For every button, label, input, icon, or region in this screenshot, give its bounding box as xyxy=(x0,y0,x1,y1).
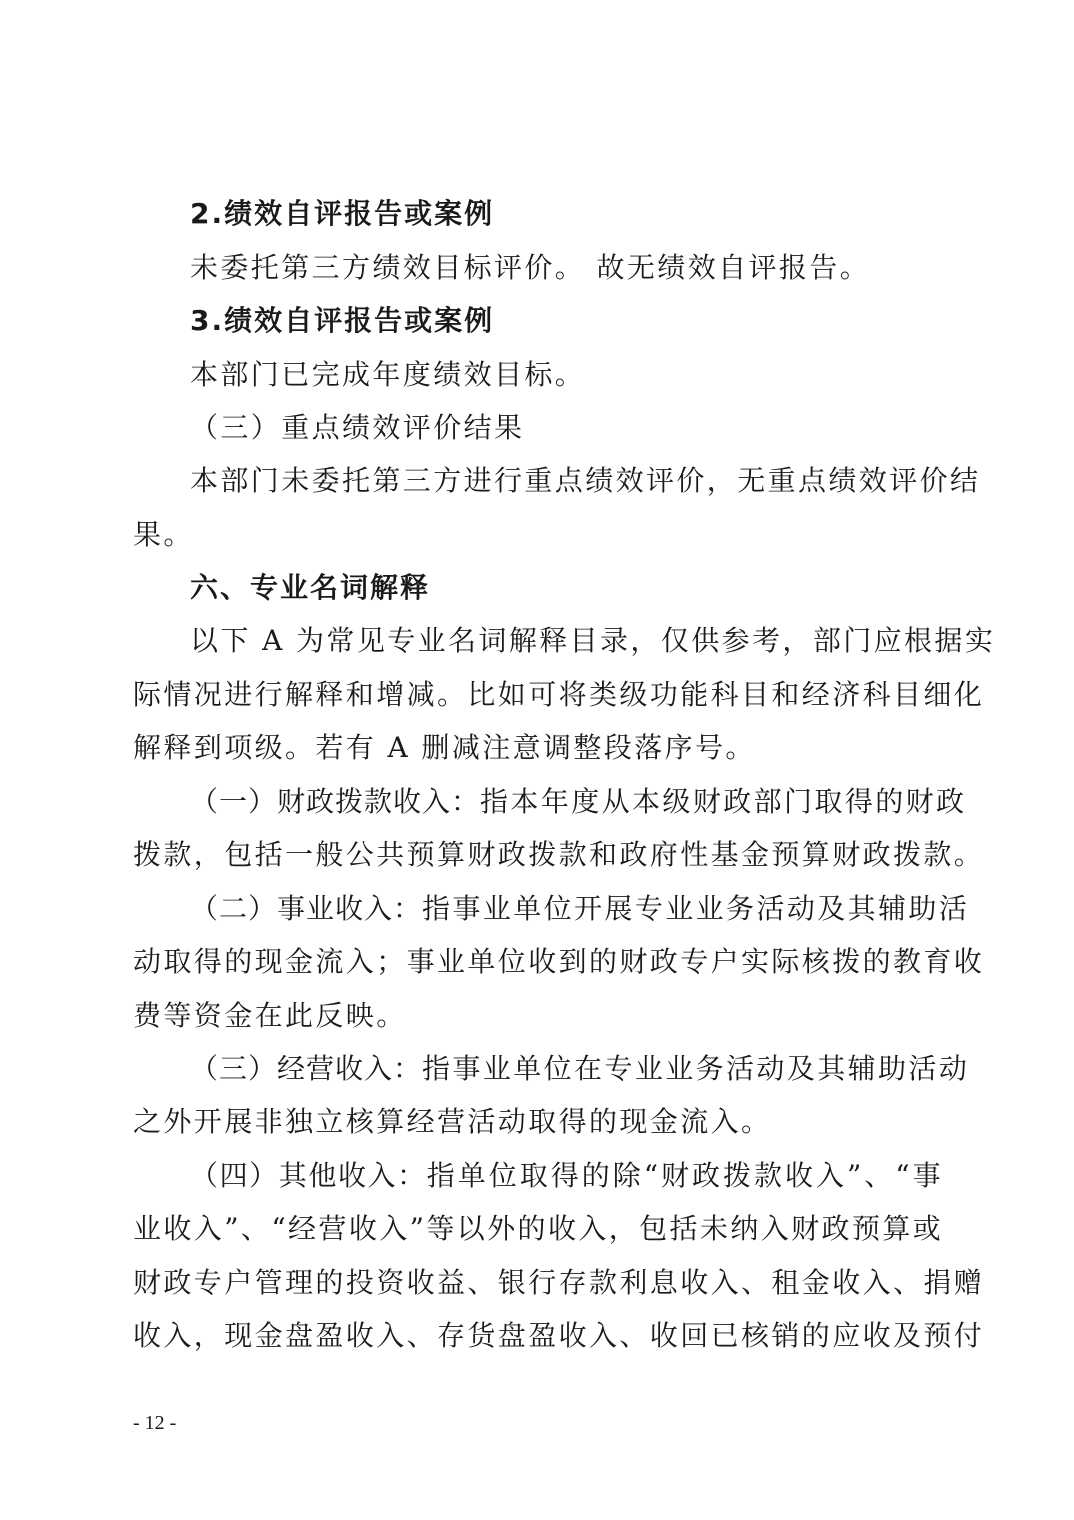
term-4-line-2: 业收入”、“经营收入”等以外的收入，包括未纳入财政预算或 xyxy=(133,1212,944,1245)
term-2-definition-start: 指事业单位开展专业业务活动及其辅助活 xyxy=(422,892,970,925)
page-number: - 12 - xyxy=(133,1412,177,1434)
term-3-line-1 xyxy=(190,1049,970,1089)
term-4-line-3: 财政专户管理的投资收益、银行存款利息收入、租金收入、捐赠 xyxy=(133,1266,985,1299)
term-2-line-1 xyxy=(190,889,970,929)
term-2-label: （二）事业收入： xyxy=(190,892,423,925)
term-2-line-3: 费等资金在此反映。 xyxy=(133,999,407,1032)
term-4-line-1 xyxy=(190,1156,943,1196)
paragraph-goals-completed: 本部门已完成年度绩效目标。 xyxy=(190,358,586,391)
heading-2-performance-report: 2.绩效自评报告或案例 xyxy=(190,197,495,230)
paragraph-no-third-party: 未委托第三方绩效目标评价。 故无绩效自评报告。 xyxy=(190,251,871,284)
term-1-line-1 xyxy=(190,782,967,822)
intro-line-2: 际情况进行解释和增减。比如可将类级功能科目和经济科目细化 xyxy=(133,678,985,711)
term-4-definition-start: 指单位取得的除“财政拨款收入”、“事 xyxy=(426,1159,943,1192)
term-3-label: （三）经营收入： xyxy=(190,1052,423,1085)
intro-line-3: 解释到项级。若有 A 删减注意调整段落序号。 xyxy=(133,731,756,764)
paragraph-key-evaluation-line-1: 本部门未委托第三方进行重点绩效评价，无重点绩效评价结 xyxy=(190,464,981,497)
term-1-definition-start: 指本年度从本级财政部门取得的财政 xyxy=(480,785,967,818)
term-2-line-2: 动取得的现金流入；事业单位收到的财政专户实际核拨的教育收 xyxy=(133,945,985,978)
section-six-heading: 六、专业名词解释 xyxy=(190,571,431,604)
term-1-line-2: 拨款，包括一般公共预算财政拨款和政府性基金预算财政拨款。 xyxy=(133,838,985,871)
term-3-line-2: 之外开展非独立核算经营活动取得的现金流入。 xyxy=(133,1105,772,1138)
term-4-label: （四）其他收入： xyxy=(190,1159,427,1192)
term-1-label: （一）财政拨款收入： xyxy=(190,785,481,818)
heading-key-evaluation: （三）重点绩效评价结果 xyxy=(190,411,525,444)
heading-3-performance-report: 3.绩效自评报告或案例 xyxy=(190,304,495,337)
term-4-line-4: 收入，现金盘盈收入、存货盘盈收入、收回已核销的应收及预付 xyxy=(133,1319,985,1352)
term-3-definition-start: 指事业单位在专业业务活动及其辅助活动 xyxy=(422,1052,970,1085)
paragraph-key-evaluation-line-2: 果。 xyxy=(133,518,194,551)
intro-line-1: 以下 A 为常见专业名词解释目录，仅供参考，部门应根据实 xyxy=(190,624,996,657)
